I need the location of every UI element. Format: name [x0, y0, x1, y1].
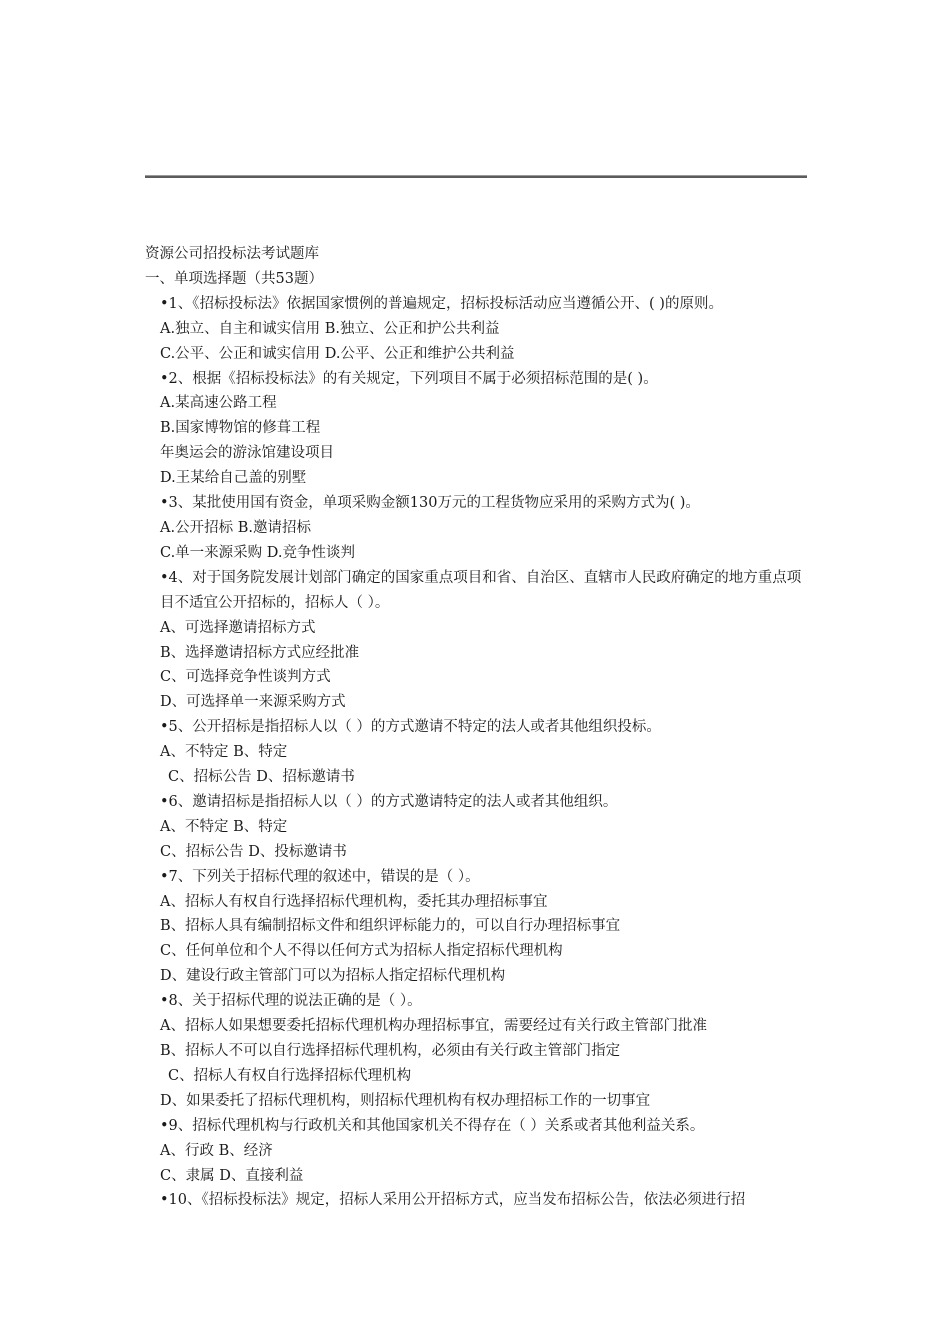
- option-line: B、招标人具有编制招标文件和组织评标能力的，可以自行办理招标事宜: [160, 918, 621, 935]
- option-line: B、招标人不可以自行选择招标代理机构，必须由有关行政主管部门指定: [160, 1043, 621, 1059]
- question-10: •10、《招标投标法》规定，招标人采用公开招标方式，应当发布招标公告，依法必须进行招: [160, 1192, 746, 1209]
- option-line: A、不特定 B、特定: [160, 744, 288, 761]
- option-line: C、可选择竞争性谈判方式: [160, 669, 331, 686]
- option-line: D、可选择单一来源采购方式: [160, 694, 346, 711]
- question-9: •9、招标代理机构与行政机关和其他国家机关不得存在（ ）关系或者其他利益关系。: [160, 1117, 705, 1134]
- question-6: •6、邀请招标是指招标人以（ ）的方式邀请特定的法人或者其他组织。: [160, 793, 618, 810]
- option-line: B、选择邀请招标方式应经批准: [160, 644, 360, 661]
- option-line: A.独立、自主和诚实信用 B.独立、公正和护公共利益: [160, 320, 500, 337]
- option-line: A、行政 B、经济: [160, 1142, 273, 1159]
- option-line: A.公开招标 B.邀请招标: [160, 519, 311, 536]
- section-heading: 一、单项选择题（共53题）: [145, 270, 323, 287]
- question-8: •8、关于招标代理的说法正确的是（ ）。: [160, 993, 422, 1010]
- document-title: 资源公司招投标法考试题库: [145, 246, 319, 262]
- option-line: A、可选择邀请招标方式: [160, 619, 316, 636]
- option-line: C.单一来源采购 D.竞争性谈判: [160, 544, 356, 561]
- question-3: •3、某批使用国有资金，单项采购金额130万元的工程货物应采用的采购方式为( )。: [160, 495, 700, 512]
- option-line: A、招标人如果想要委托招标代理机构办理招标事宜，需要经过有关行政主管部门批准: [160, 1018, 707, 1035]
- header-divider: [145, 175, 807, 178]
- question-1: •1、《招标投标法》依据国家惯例的普遍规定，招标投标活动应当遵循公开、( )的原则。: [160, 295, 723, 312]
- option-line: A.某高速公路工程: [160, 395, 277, 412]
- option-line: C、隶属 D、直接利益: [160, 1167, 304, 1184]
- option-line: C.公平、公正和诚实信用 D.公平、公正和维护公共利益: [160, 345, 515, 362]
- option-line: B.国家博物馆的修葺工程: [160, 420, 321, 437]
- option-line: A、不特定 B、特定: [160, 818, 288, 835]
- option-line: C、任何单位和个人不得以任何方式为招标人指定招标代理机构: [160, 943, 563, 960]
- document-body: [145, 242, 809, 1213]
- option-line: D.王某给自己盖的别墅: [160, 470, 307, 487]
- option-line: C、招标人有权自行选择招标代理机构: [168, 1067, 412, 1084]
- question-2: •2、根据《招标投标法》的有关规定，下列项目不属于必须招标范围的是( )。: [160, 370, 658, 387]
- question-4: •4、对于国务院发展计划部门确定的国家重点项目和省、自治区、直辖市人民政府确定的地方重点项目不适宜公开招标的，招标人（ ）。: [160, 569, 802, 611]
- option-line: A、招标人有权自行选择招标代理机构，委托其办理招标事宜: [160, 893, 548, 910]
- option-line: 年奥运会的游泳馆建设项目: [160, 445, 334, 462]
- option-line: C、招标公告 D、投标邀请书: [160, 843, 347, 860]
- question-7: •7、下列关于招标代理的叙述中，错误的是（ ）。: [160, 868, 480, 885]
- option-line: D、如果委托了招标代理机构，则招标代理机构有权办理招标工作的一切事宜: [160, 1092, 651, 1109]
- option-line: D、建设行政主管部门可以为招标人指定招标代理机构: [160, 968, 506, 985]
- option-line: C、招标公告 D、招标邀请书: [168, 769, 355, 786]
- question-5: •5、公开招标是指招标人以（ ）的方式邀请不特定的法人或者其他组织投标。: [160, 719, 661, 736]
